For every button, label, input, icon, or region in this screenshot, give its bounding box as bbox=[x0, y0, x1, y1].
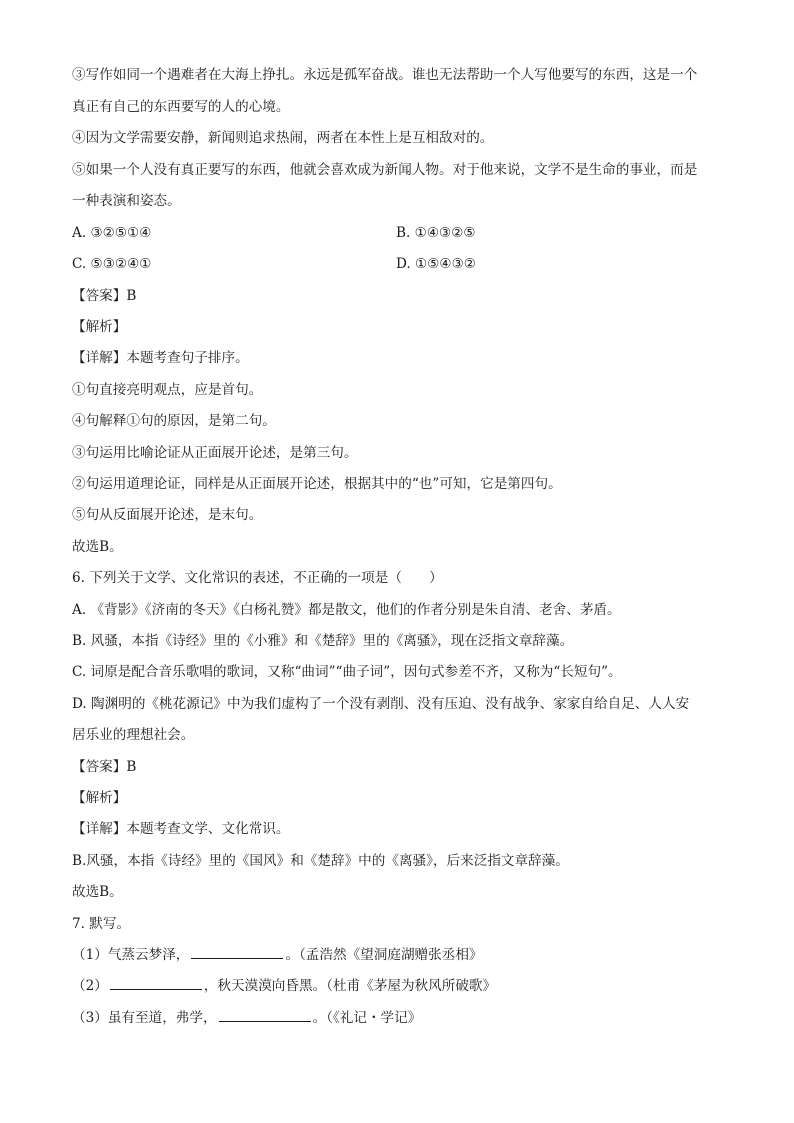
q5-conclusion: 故选B。 bbox=[72, 539, 123, 555]
q6-analysis-heading: 【解析】 bbox=[72, 790, 127, 806]
q5-sentence-4: ④因为文学需要安静，新闻则追求热闹，两者在本性上是互相敌对的。 bbox=[72, 130, 494, 146]
q5-sentence-5-line2: 一种表演和姿态。 bbox=[72, 193, 181, 209]
q6-option-b: B. 风骚，本指《诗经》里的《小雅》和《楚辞》里的《离骚》，现在泛指文章辞藻。 bbox=[72, 633, 574, 649]
q7-item-1-suffix: 。（孟浩然《望洞庭湖赠张丞相》 bbox=[285, 947, 483, 963]
q7-item-1-prefix: （1）气蒸云梦泽， bbox=[72, 947, 190, 963]
q5-answer: 【答案】B bbox=[72, 288, 137, 304]
q6-explanation-1: B.风骚，本指《诗经》里的《国风》和《楚辞》中的《离骚》，后来泛指文章辞藻。 bbox=[72, 853, 569, 869]
q5-explanation-5: ⑤句从反面展开论述，是末句。 bbox=[72, 507, 263, 523]
q7-item-2-prefix: （2） bbox=[72, 978, 108, 994]
q7-item-3-blank[interactable] bbox=[219, 1009, 311, 1022]
q6-answer: 【答案】B bbox=[72, 759, 137, 775]
q6-option-a: A. 《背影》《济南的冬天》《白杨礼赞》都是散文，他们的作者分别是朱自清、老舍、茅盾。 bbox=[72, 602, 621, 618]
q5-option-c: C. ⑤③②④① bbox=[72, 256, 152, 272]
q7-item-2-blank[interactable] bbox=[110, 977, 202, 990]
q7-item-3-suffix: 。（《礼记・学记》 bbox=[312, 1010, 422, 1026]
q5-analysis-heading: 【解析】 bbox=[72, 319, 127, 335]
q5-option-a: A. ③②⑤①④ bbox=[72, 225, 152, 241]
q6-option-d-line2: 居乐业的理想社会。 bbox=[72, 727, 195, 743]
q6-conclusion: 故选B。 bbox=[72, 884, 123, 900]
q7-item-3 bbox=[72, 1009, 421, 1027]
q6-detail: 【详解】本题考查文学、文化常识。 bbox=[72, 821, 290, 837]
q5-explanation-3: ③句运用比喻论证从正面展开论述，是第三句。 bbox=[72, 445, 358, 461]
q5-sentence-5-line1: ⑤如果一个人没有真正要写的东西，他就会喜欢成为新闻人物。对于他来说，文学不是生命的事业，而是 bbox=[72, 162, 698, 178]
q7-item-2-suffix: ，秋天漠漠向昏黑。（杜甫《茅屋为秋风所破歌》 bbox=[203, 978, 497, 994]
q5-sentence-3-line1: ③写作如同一个遇难者在大海上挣扎。永远是孤军奋战。谁也无法帮助一个人写他要写的东西，这是一个 bbox=[72, 67, 698, 83]
q6-option-c: C. 词原是配合音乐歌唱的歌词，又称“曲词”“曲子词”，因句式参差不齐，又称为“长短句”。 bbox=[72, 664, 622, 680]
q5-explanation-2: ④句解释①句的原因，是第二句。 bbox=[72, 413, 276, 429]
q5-explanation-1: ①句直接亮明观点，应是首句。 bbox=[72, 382, 263, 398]
q7-item-1-blank[interactable] bbox=[191, 946, 283, 959]
q7-item-2 bbox=[72, 977, 496, 995]
q7-item-1 bbox=[72, 946, 483, 964]
q6-option-d-line1: D. 陶渊明的《桃花源记》中为我们虚构了一个没有剥削、没有压迫、没有战争、家家自给自足、人人安 bbox=[72, 696, 690, 712]
q6-stem: 6. 下列关于文学、文化常识的表述，不正确的一项是（ ） bbox=[72, 570, 443, 586]
q5-option-d: D. ①⑤④③② bbox=[396, 256, 476, 272]
q5-detail: 【详解】本题考查句子排序。 bbox=[72, 350, 249, 366]
q5-option-b: B. ①④③②⑤ bbox=[396, 225, 476, 241]
q5-sentence-3-line2: 真正有自己的东西要写的人的心境。 bbox=[72, 99, 290, 115]
q5-explanation-4: ②句运用道理论证，同样是从正面展开论述，根据其中的“也”可知，它是第四句。 bbox=[72, 476, 562, 492]
q7-stem: 7. 默写。 bbox=[72, 916, 131, 932]
q7-item-3-prefix: （3）虽有至道，弗学， bbox=[72, 1010, 217, 1026]
